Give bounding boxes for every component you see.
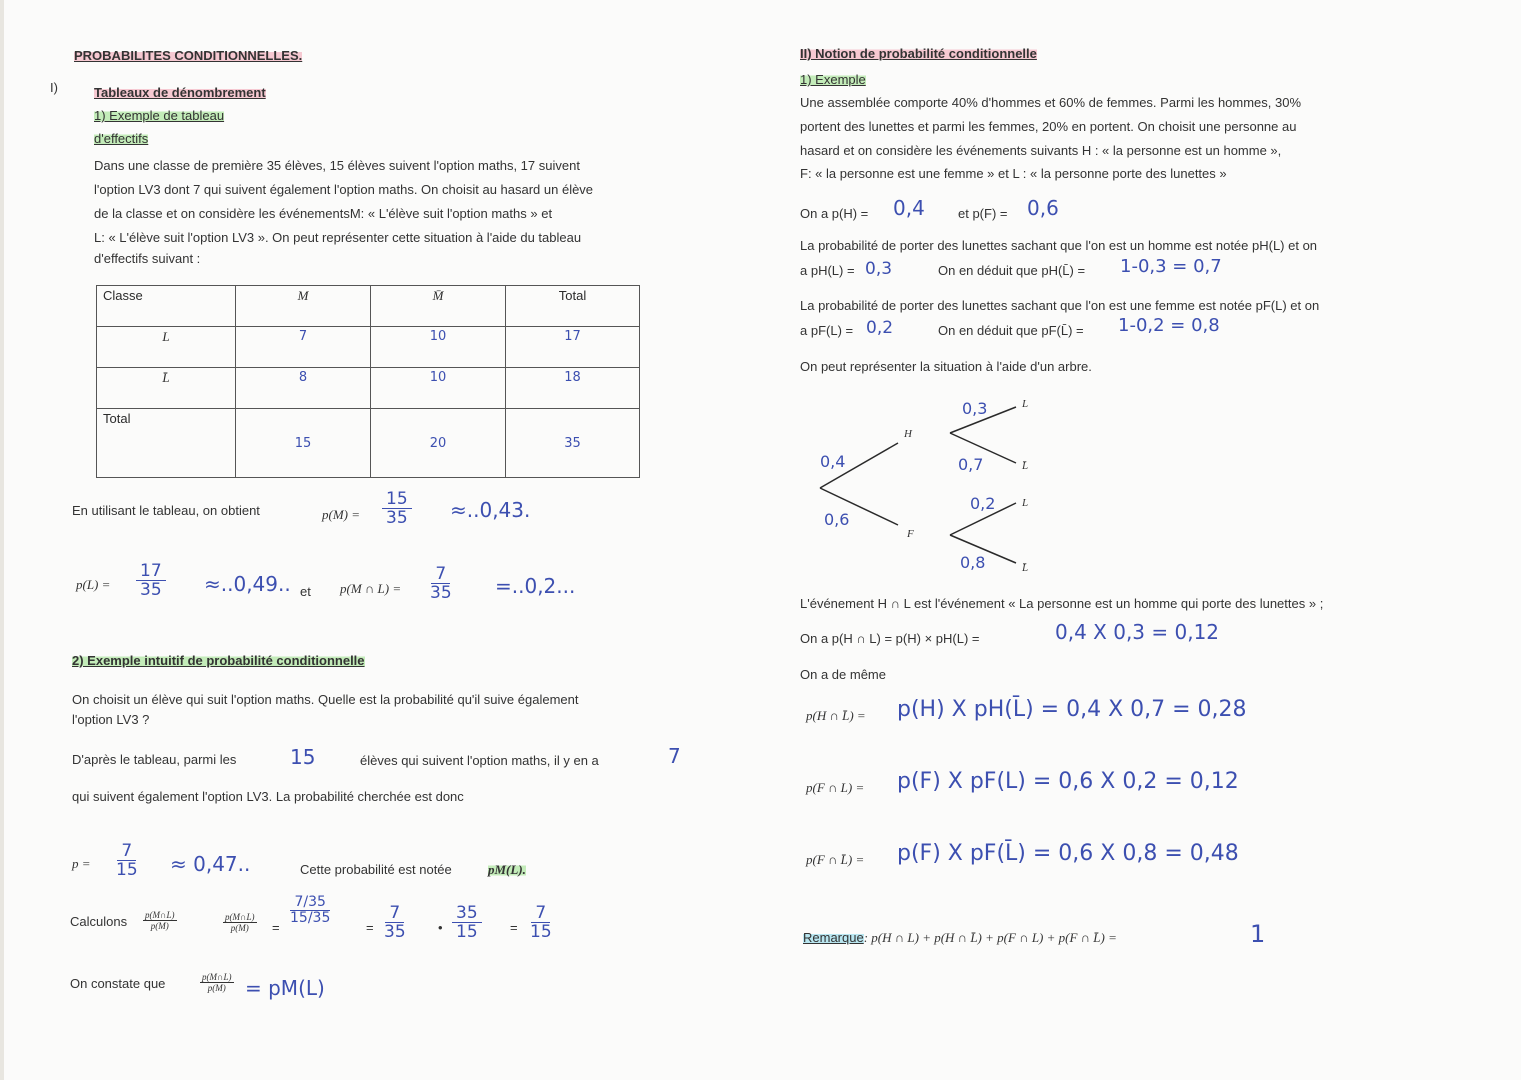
ona2-value: 0,4 X 0,3 = 0,12 [1055, 620, 1220, 644]
pF-label: et p(F) = [958, 206, 1008, 221]
eq1-value: p(H) X pH(L̄) = 0,4 X 0,7 = 0,28 [897, 697, 1247, 722]
example-line: F: « la personne est une femme » et L : « la personne porte des lunettes » [800, 166, 1227, 181]
table-row [97, 286, 640, 327]
event-text: L'événement H ∩ L est l'événement « La personne est un homme qui porte des lunettes » ; [800, 596, 1324, 611]
table-cell: 15 [236, 409, 371, 478]
weight-F: 0,6 [824, 510, 850, 529]
pF-value: 0,6 [1027, 196, 1059, 220]
section-number: I) [50, 80, 58, 95]
table-cell: 7 [236, 327, 371, 368]
pH-text: a pH(L) = [800, 263, 855, 278]
subsection-title: 1) Exemple de tableau [94, 108, 225, 123]
section-2-title: II) Notion de probabilité conditionnelle [800, 46, 1037, 61]
intro-line: de la classe et on considère les événementsM: « L'élève suit l'option maths » et [94, 206, 553, 221]
times: • [438, 920, 443, 935]
table-cell: L [97, 327, 236, 368]
subsection-2-title: 2) Exemple intuitif de probabilité conditionnelle [72, 653, 365, 668]
pL-label: p(L) = [76, 577, 111, 592]
ona-text: On a p(H) = [800, 206, 869, 221]
pM-value: ≈..0,43. [450, 498, 531, 522]
weight-H: 0,4 [820, 452, 846, 471]
node-L: L [1022, 398, 1029, 410]
table-cell: 35 [506, 409, 640, 478]
weight-FLb: 0,8 [960, 553, 986, 572]
intro-line: L: « L'élève suit l'option LV3 ». On peut représenter cette situation à l'aide du tableau [94, 230, 582, 245]
intro-line: Dans une classe de première 35 élèves, 15 élèves suivent l'option maths, 17 suivent [94, 158, 580, 173]
et-text: et [300, 584, 311, 599]
pF-deduct-text: On en déduit que pF(L̄) = [938, 323, 1084, 338]
question-line: l'option LV3 ? [72, 712, 150, 727]
pF-deduct-value: 1-0,2 = 0,8 [1118, 315, 1220, 336]
ona2-text: On a p(H ∩ L) = p(H) × pH(L) = [800, 631, 980, 646]
eq2-value: p(F) X pF(L) = 0,6 X 0,2 = 0,12 [897, 769, 1239, 794]
constate-fraction: p(M∩L) p(M) [202, 972, 232, 993]
pH-deduct-text: On en déduit que pH(L̄) = [938, 263, 1086, 278]
notee-symbol: pM(L). [488, 862, 526, 877]
subsection-title-cont: d'effectifs [94, 131, 149, 146]
weight-HLb: 0,7 [958, 455, 984, 474]
table-cell: L̄ [97, 368, 236, 409]
pML-label: p(M ∩ L) = [340, 581, 402, 596]
example-title: 1) Exemple [800, 72, 866, 87]
handwritten-15: 15 [290, 745, 316, 769]
using-table-text: En utilisant le tableau, on obtient [72, 503, 260, 518]
calc-fraction-2: p(M∩L) p(M) [225, 912, 255, 933]
node-Lbar: L̄ [1022, 562, 1029, 574]
remark-value: 1 [1250, 920, 1266, 948]
pF-text: a pF(L) = [800, 323, 854, 338]
node-H: H [904, 428, 912, 440]
pH-deduct-value: 1-0,3 = 0,7 [1120, 256, 1222, 277]
calc-text: Calculons [70, 914, 128, 929]
equals: = [366, 920, 374, 935]
eq3-value: p(F) X pF(L̄) = 0,6 X 0,8 = 0,48 [897, 841, 1239, 866]
eq2-label: p(F ∩ L) = [806, 780, 865, 795]
example-line: portent des lunettes et parmi les femmes, 20% en portent. On choisit une personne au [800, 119, 1297, 134]
question-line: On choisit un élève qui suit l'option maths. Quelle est la probabilité qu'il suive également [72, 692, 579, 707]
eq3-label: p(F ∩ L̄) = [806, 852, 865, 867]
constate-value: = pM(L) [245, 976, 325, 1000]
constate-text: On constate que [70, 976, 166, 991]
weight-HL: 0,3 [962, 399, 988, 418]
table-cell: 18 [506, 368, 640, 409]
complex-fraction: $\frac{7/35}{15/35}$ [290, 894, 331, 926]
tree-intro: On peut représenter la situation à l'aide d'un arbre. [800, 359, 1092, 374]
intro-line: l'option LV3 dont 7 qui suivent également l'option maths. On choisit au hasard un élève [94, 182, 594, 197]
effectifs-table [96, 285, 640, 478]
weight-FL: 0,2 [970, 494, 996, 513]
table-header: M̄ [371, 286, 506, 327]
table-header: Total [506, 286, 640, 327]
node-L: L [1022, 497, 1029, 509]
node-Lbar: L̄ [1022, 460, 1029, 472]
notee-text: Cette probabilité est notée [300, 862, 452, 877]
equals: = [510, 920, 518, 935]
pM-fraction: $\frac{15}{35}$ [382, 490, 412, 527]
fraction-35-15: $\frac{35}{15}$ [452, 904, 482, 941]
fraction-7-15: $\frac{7}{15}$ [530, 903, 552, 942]
table-row [97, 409, 640, 478]
demem-text: On a de même [800, 667, 886, 682]
pF-text: La probabilité de porter des lunettes sachant que l'on est une femme est notée pF(L) et on [800, 298, 1320, 313]
table-header: Classe [97, 286, 236, 327]
fraction-7-35: $\frac{7}{35}$ [384, 903, 406, 942]
probability-tree [800, 385, 1060, 585]
remark: Remarque: p(H ∩ L) + p(H ∩ L̄) + p(F ∩ L) + p(F ∩ L̄) = [803, 930, 1117, 945]
node-F: F [907, 528, 914, 540]
calc-fraction: p(M∩L) p(M) [145, 910, 175, 931]
table-row [97, 327, 640, 368]
p-value: ≈ 0,47.. [170, 852, 251, 876]
handwritten-7: 7 [668, 744, 681, 768]
table-cell: Total [97, 409, 236, 478]
table-cell: 20 [371, 409, 506, 478]
example-line: hasard et on considère les événements suivants H : « la personne est un homme », [800, 143, 1282, 158]
table-cell: 17 [506, 327, 640, 368]
table-cell: 10 [371, 327, 506, 368]
table-row [97, 368, 640, 409]
example-line: Une assemblée comporte 40% d'hommes et 60% de femmes. Parmi les hommes, 30% [800, 95, 1302, 110]
pHL-value: 0,3 [865, 259, 893, 279]
pML-value: =..0,2... [495, 574, 576, 598]
page-title: PROBABILITES CONDITIONNELLES. [74, 48, 303, 63]
table-cell: 10 [371, 368, 506, 409]
pL-value: ≈..0,49.. [204, 572, 291, 596]
section-title: Tableaux de dénombrement [94, 85, 266, 100]
pFL-value: 0,2 [866, 318, 894, 338]
after-text: élèves qui suivent l'option maths, il y en a [360, 753, 599, 768]
intro-line: d'effectifs suivant : [94, 251, 201, 266]
after-text: qui suivent également l'option LV3. La probabilité cherchée est donc [72, 789, 464, 804]
pH-text: La probabilité de porter des lunettes sachant que l'on est un homme est notée pH(L) et on [800, 238, 1318, 253]
table-header: M [236, 286, 371, 327]
pL-fraction: $\frac{17}{35}$ [136, 562, 166, 599]
p-fraction: $\frac{7}{15}$ [116, 841, 138, 880]
after-text: D'après le tableau, parmi les [72, 752, 237, 767]
equals: = [272, 920, 280, 935]
pML-fraction: $\frac{7}{35}$ [430, 564, 452, 603]
page-edge [0, 0, 4, 1080]
p-label: p = [72, 856, 91, 871]
pH-value: 0,4 [893, 196, 925, 220]
pM-label: p(M) = [322, 507, 361, 522]
eq1-label: p(H ∩ L̄) = [806, 708, 866, 723]
table-cell: 8 [236, 368, 371, 409]
